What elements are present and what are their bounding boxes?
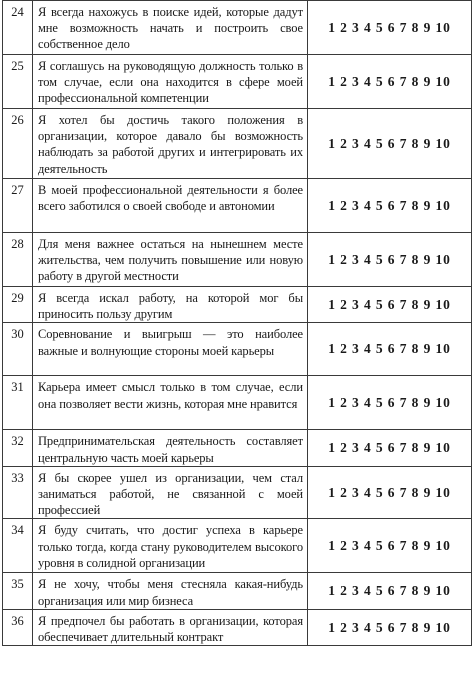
question-number: 34 (3, 519, 33, 573)
question-number: 31 (3, 376, 33, 430)
questionnaire-rows (3, 1, 472, 646)
questionnaire-table (2, 0, 472, 646)
question-number: 36 (3, 609, 33, 645)
question-statement-cell (33, 609, 308, 645)
rating-scale: 1 2 3 4 5 6 7 8 9 10 (308, 323, 472, 376)
rating-scale: 1 2 3 4 5 6 7 8 9 10 (308, 233, 472, 287)
question-statement-cell (33, 376, 308, 430)
question-row (3, 179, 472, 233)
question-statement: Соревнование и выигрыш — это наиболее важные и волнующие стороны моей карьеры (38, 327, 303, 358)
question-statement-cell (33, 287, 308, 323)
question-number: 32 (3, 430, 33, 466)
question-row (3, 573, 472, 609)
question-statement: Я соглашусь на руководящую должность только в том случае, если она находится в сфере моей профессиональной компетенции (38, 59, 303, 106)
rating-scale: 1 2 3 4 5 6 7 8 9 10 (308, 519, 472, 573)
question-statement: Я всегда искал работу, на которой мог бы приносить пользу другим (38, 291, 303, 322)
question-statement-cell (33, 109, 308, 179)
question-statement-cell (33, 323, 308, 376)
question-row (3, 376, 472, 430)
question-number: 33 (3, 466, 33, 519)
question-statement-cell (33, 179, 308, 233)
question-number: 28 (3, 233, 33, 287)
question-number: 26 (3, 109, 33, 179)
question-statement: Карьера имеет смысл только в том случае, если она позволяет вести жизнь, которая мне нравится (38, 380, 303, 411)
question-statement-cell (33, 430, 308, 466)
rating-scale: 1 2 3 4 5 6 7 8 9 10 (308, 466, 472, 519)
question-row (3, 1, 472, 55)
question-statement: Я не хочу, чтобы меня стесняла какая-нибудь организация или мир бизнеса (38, 577, 303, 608)
question-statement: Предпринимательская деятельность составляет центральную часть моей карьеры (38, 434, 303, 465)
rating-scale: 1 2 3 4 5 6 7 8 9 10 (308, 1, 472, 55)
question-number: 27 (3, 179, 33, 233)
rating-scale: 1 2 3 4 5 6 7 8 9 10 (308, 179, 472, 233)
question-statement: Я хотел бы достичь такого положения в организации, которое давало бы возможность наблюдать за работой других и интегрировать их деятельность (38, 113, 303, 176)
question-statement: Я бы скорее ушел из организации, чем стал заниматься работой, не связанной с моей профессией (38, 470, 303, 518)
question-row (3, 430, 472, 466)
question-number: 35 (3, 573, 33, 609)
rating-scale: 1 2 3 4 5 6 7 8 9 10 (308, 430, 472, 466)
question-statement-cell (33, 466, 308, 519)
question-number: 24 (3, 1, 33, 55)
rating-scale: 1 2 3 4 5 6 7 8 9 10 (308, 55, 472, 109)
question-number: 30 (3, 323, 33, 376)
question-statement: Я буду считать, что достиг успеха в карьере только тогда, когда стану руководителем высокого уровня в солидной организации (38, 523, 303, 570)
question-number: 25 (3, 55, 33, 109)
question-statement: Я предпочел бы работать в организации, которая обеспечивает длительный контракт (38, 613, 303, 645)
rating-scale: 1 2 3 4 5 6 7 8 9 10 (308, 109, 472, 179)
rating-scale: 1 2 3 4 5 6 7 8 9 10 (308, 573, 472, 609)
question-row (3, 233, 472, 287)
question-row (3, 466, 472, 519)
question-number: 29 (3, 287, 33, 323)
question-statement: Для меня важнее остаться на нынешнем месте жительства, чем получить повышение или новую работу в другой местности (38, 237, 303, 284)
question-statement-cell (33, 519, 308, 573)
question-row (3, 519, 472, 573)
question-statement: В моей профессиональной деятельности я более всего заботился о своей свободе и автономии (38, 183, 303, 214)
question-row (3, 323, 472, 376)
rating-scale: 1 2 3 4 5 6 7 8 9 10 (308, 287, 472, 323)
question-statement: Я всегда нахожусь в поиске идей, которые дадут мне возможность начать и построить свое собственное дело (38, 5, 303, 52)
rating-scale: 1 2 3 4 5 6 7 8 9 10 (308, 376, 472, 430)
question-statement-cell (33, 233, 308, 287)
question-statement-cell (33, 573, 308, 609)
question-row (3, 609, 472, 645)
rating-scale: 1 2 3 4 5 6 7 8 9 10 (308, 609, 472, 645)
question-row (3, 109, 472, 179)
question-row (3, 55, 472, 109)
question-statement-cell (33, 1, 308, 55)
question-statement-cell (33, 55, 308, 109)
question-row (3, 287, 472, 323)
